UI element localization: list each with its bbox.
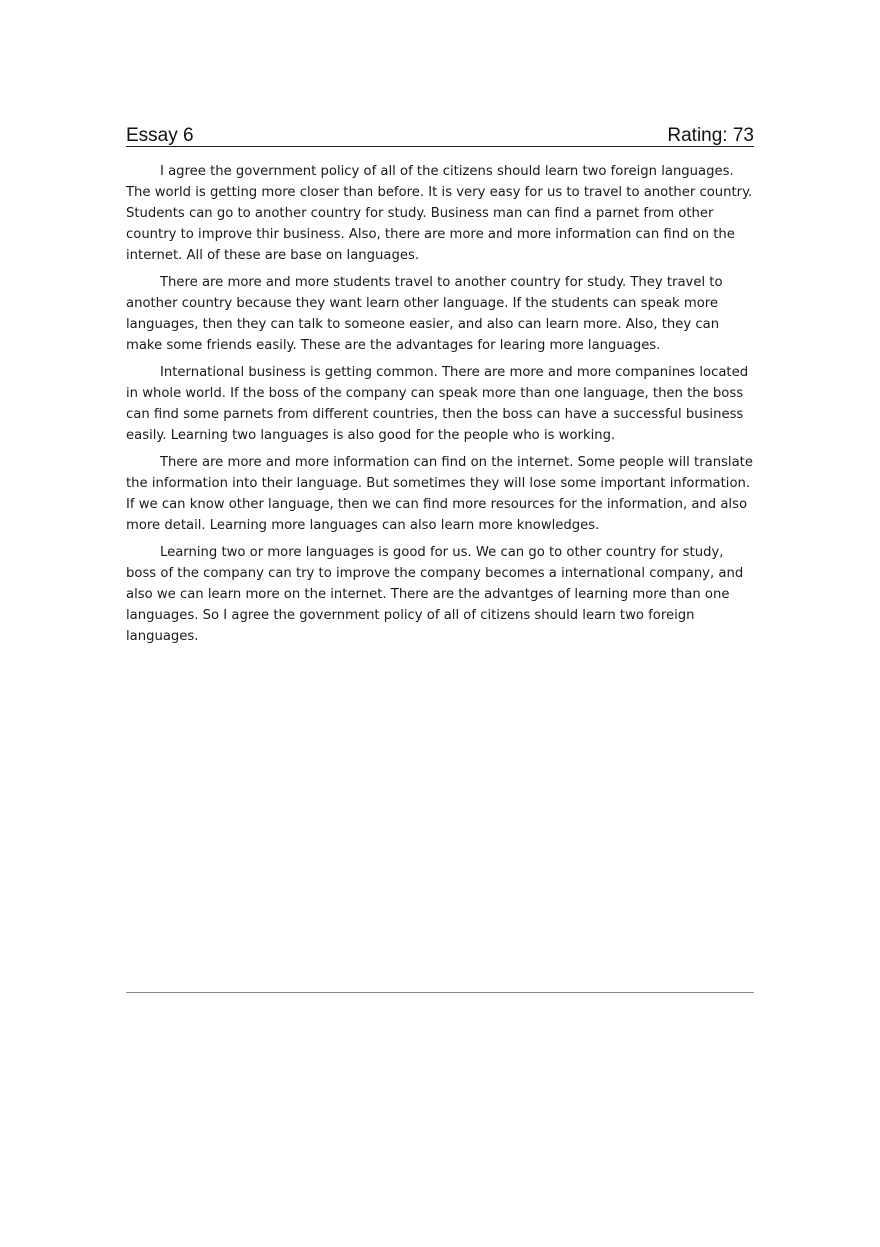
essay-rating: Rating: 73 xyxy=(667,125,754,146)
essay-header xyxy=(126,123,754,147)
essay-body xyxy=(126,161,754,653)
essay-paragraph-5: Learning two or more languages is good for us. We can go to other country for study, boss of the company can try to improve the company becomes a international company, and also we can learn more on the internet. There are the advantges of learning more than one languages. So I agree the government policy of all of citizens should learn two foreign languages. xyxy=(126,545,744,644)
essay-title: Essay 6 xyxy=(126,125,194,146)
essay-paragraph-1: I agree the government policy of all of the citizens should learn two foreign languages. The world is getting more closer than before. It is very easy for us to travel to another country. Students can go to another country for study. Business man can find a parnet from other country to improve thir business. Also, there are more and more information can find on the internet. All of these are base on languages. xyxy=(126,164,753,263)
essay-paragraph-4: There are more and more information can find on the internet. Some people will translate the information into their language. But sometimes they will lose some important information. If we can know other language, then we can find more resources for the information, and also more detail. Learning more languages can also learn more knowledges. xyxy=(126,455,753,533)
footer-divider xyxy=(126,992,754,993)
header-divider xyxy=(126,146,754,147)
essay-paragraph-3: International business is getting common. There are more and more companines located in whole world. If the boss of the company can speak more than one language, then the boss can find some parnets from different countries, then the boss can have a successful business easily. Learning two languages is also good for the people who is working. xyxy=(126,365,749,443)
essay-paragraph-2: There are more and more students travel to another country for study. They travel to another country because they want learn other language. If the students can speak more languages, then they can talk to someone easier, and also can learn more. Also, they can make some friends easily. These are the advantages for learing more languages. xyxy=(126,275,723,353)
